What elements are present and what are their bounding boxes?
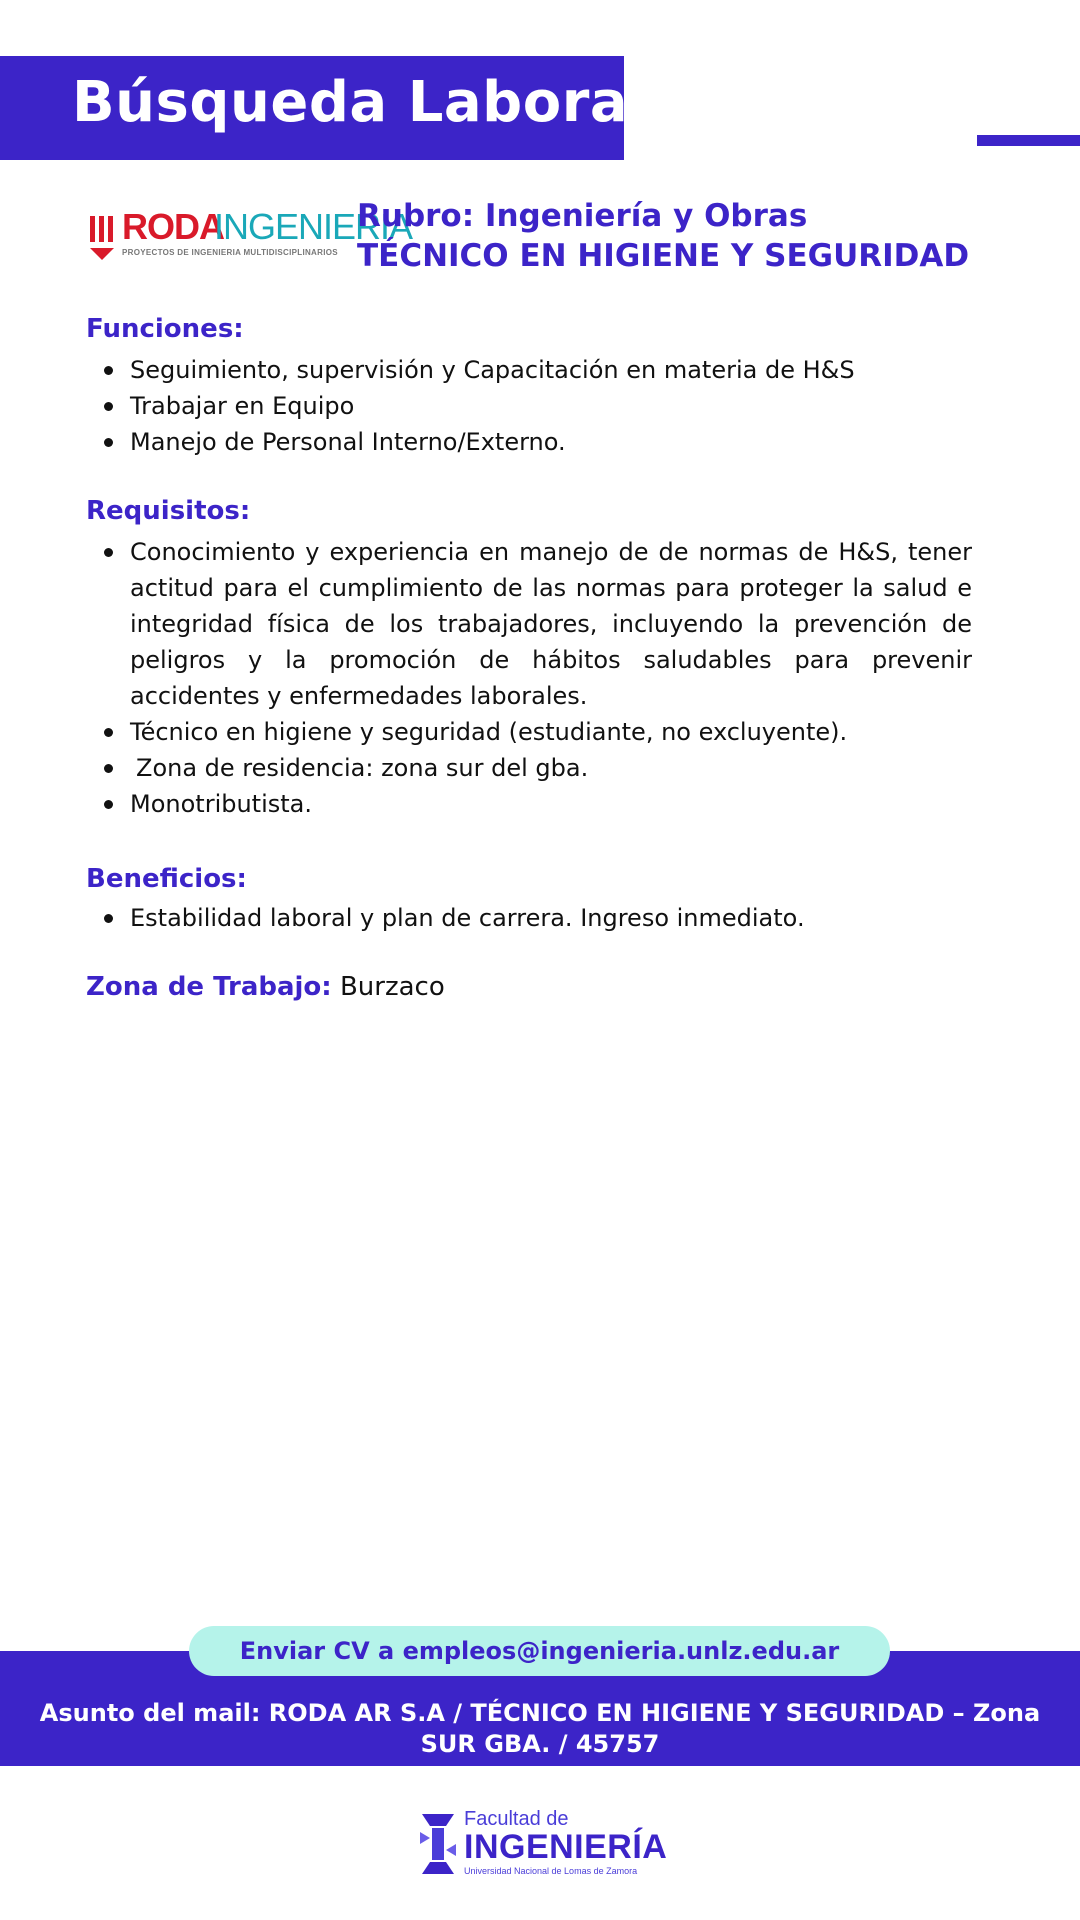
- page-title: Búsqueda Laboral: [72, 70, 648, 135]
- requisitos-list: [100, 534, 972, 822]
- header-accent-bar: [977, 135, 1080, 146]
- funciones-list: [100, 352, 972, 460]
- work-zone-label: Zona de Trabajo:: [86, 972, 332, 1002]
- send-cv-banner: [189, 1626, 890, 1676]
- logo-text-ingenieria: INGENIERIA: [214, 206, 413, 247]
- list-item: Zona de residencia: zona sur del gba.: [100, 750, 972, 786]
- work-zone: [86, 972, 445, 1002]
- list-item: Trabajar en Equipo: [100, 388, 972, 424]
- job-rubro: Rubro: Ingeniería y Obras: [357, 198, 808, 234]
- list-item: Manejo de Personal Interno/Externo.: [100, 424, 972, 460]
- beneficios-heading: Beneficios:: [86, 864, 247, 894]
- funciones-heading: Funciones:: [86, 314, 244, 344]
- logo-text-roda: RODA: [122, 206, 224, 247]
- faculty-logo: [418, 1808, 668, 1880]
- faculty-line3: Universidad Nacional de Lomas de Zamora: [464, 1866, 638, 1876]
- list-item: Conocimiento y experiencia en manejo de de normas de H&S, tener actitud para el cumplimiento de las normas para proteger la salud e integridad física de los trabajadores, incluyendo la prevención de peligros y la promoción de hábitos saludables para prevenir accidentes y enfermedades laborales.: [100, 534, 972, 714]
- faculty-line1: Facultad de: [464, 1808, 569, 1830]
- beneficios-list: [100, 900, 972, 936]
- list-item: Técnico en higiene y seguridad (estudiante, no excluyente).: [100, 714, 972, 750]
- list-item: Seguimiento, supervisión y Capacitación en materia de H&S: [100, 352, 972, 388]
- roda-mark-icon: [88, 212, 116, 264]
- list-item: Monotributista.: [100, 786, 972, 822]
- list-item: Estabilidad laboral y plan de carrera. Ingreso inmediato.: [100, 900, 972, 936]
- requisitos-heading: Requisitos:: [86, 496, 251, 526]
- work-zone-value: Burzaco: [339, 972, 445, 1002]
- job-heading: [357, 196, 969, 276]
- company-logo: [88, 206, 413, 266]
- faculty-line2: INGENIERÍA: [464, 1828, 668, 1866]
- logo-tagline: PROYECTOS DE INGENIERIA MULTIDISCIPLINARIOS: [122, 248, 338, 257]
- faculty-mark-icon: [418, 1812, 458, 1876]
- email-subject: Asunto del mail: RODA AR S.A / TÉCNICO EN HIGIENE Y SEGURIDAD – Zona SUR GBA. / 45757: [39, 1699, 1041, 1758]
- job-position: TÉCNICO EN HIGIENE Y SEGURIDAD: [357, 238, 970, 274]
- send-cv-text: Enviar CV a empleos@ingenieria.unlz.edu.ar: [239, 1637, 840, 1665]
